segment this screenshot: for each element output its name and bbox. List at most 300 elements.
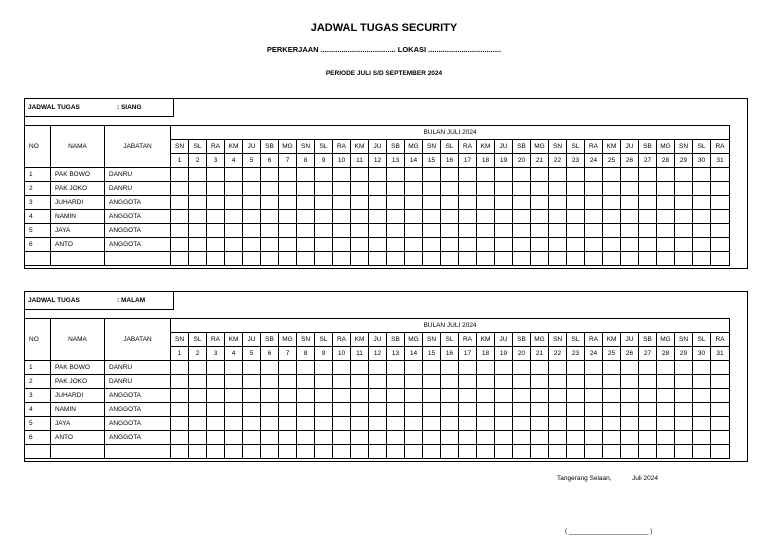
schedule-cell: [279, 210, 297, 224]
schedule-cell: [477, 196, 495, 210]
schedule-cell: [567, 224, 585, 238]
schedule-cell: [603, 210, 621, 224]
date-cell: 7: [279, 347, 297, 361]
day-name-cell: SL: [567, 140, 585, 154]
schedule-cell: [513, 224, 531, 238]
schedule-cell: [351, 417, 369, 431]
schedule-cell: [207, 389, 225, 403]
day-name-cell: JU: [243, 140, 261, 154]
schedule-cell: [693, 168, 711, 182]
schedule-cell: [495, 238, 513, 252]
schedule-cell: [225, 389, 243, 403]
schedule-cell: [621, 168, 639, 182]
date-cell: 12: [369, 154, 387, 168]
schedule-cell: [693, 361, 711, 375]
day-name-cell: SL: [315, 140, 333, 154]
staff-no: 5: [25, 224, 51, 238]
schedule-cell: [207, 375, 225, 389]
day-name-cell: RA: [711, 333, 730, 347]
staff-row: [25, 431, 730, 445]
empty-cell: [423, 252, 441, 266]
schedule-cell: [405, 210, 423, 224]
schedule-cell: [477, 224, 495, 238]
empty-row: [25, 252, 730, 266]
schedule-cell: [423, 389, 441, 403]
date-cell: 20: [513, 154, 531, 168]
schedule-cell: [369, 403, 387, 417]
day-name-cell: RA: [459, 333, 477, 347]
staff-no: 5: [25, 417, 51, 431]
staff-name: PAK JOKO: [51, 182, 105, 196]
empty-cell: [459, 445, 477, 459]
signature-place: Tangerang Selaan,: [557, 475, 612, 482]
staff-no: 2: [25, 375, 51, 389]
schedule-cell: [243, 238, 261, 252]
schedule-cell: [225, 375, 243, 389]
schedule-cell: [225, 224, 243, 238]
schedule-cell: [441, 210, 459, 224]
day-name-cell: RA: [459, 140, 477, 154]
date-cell: 26: [621, 154, 639, 168]
schedule-cell: [243, 168, 261, 182]
date-cell: 4: [225, 347, 243, 361]
schedule-cell: [261, 182, 279, 196]
schedule-cell: [441, 431, 459, 445]
schedule-cell: [423, 182, 441, 196]
schedule-cell: [387, 238, 405, 252]
schedule-cell: [405, 196, 423, 210]
schedule-cell: [441, 403, 459, 417]
schedule-cell: [459, 210, 477, 224]
schedule-cell: [387, 168, 405, 182]
date-cell: 24: [585, 347, 603, 361]
schedule-cell: [657, 210, 675, 224]
empty-cell: [639, 445, 657, 459]
day-name-cell: KM: [603, 140, 621, 154]
schedule-cell: [639, 196, 657, 210]
schedule-cell: [423, 196, 441, 210]
schedule-cell: [549, 389, 567, 403]
schedule-cell: [477, 238, 495, 252]
schedule-cell: [261, 224, 279, 238]
day-name-cell: MG: [657, 333, 675, 347]
staff-position: DANRU: [105, 168, 171, 182]
schedule-cell: [693, 224, 711, 238]
staff-no: 6: [25, 431, 51, 445]
signature-line: ( ______________________ ): [565, 528, 653, 535]
schedule-cell: [513, 168, 531, 182]
schedule-cell: [369, 168, 387, 182]
empty-cell: [315, 252, 333, 266]
schedule-cell: [531, 182, 549, 196]
schedule-cell: [711, 224, 730, 238]
schedule-cell: [279, 168, 297, 182]
date-cell: 19: [495, 154, 513, 168]
schedule-cell: [567, 168, 585, 182]
schedule-cell: [279, 389, 297, 403]
date-cell: 15: [423, 154, 441, 168]
empty-cell: [51, 445, 105, 459]
empty-cell: [297, 445, 315, 459]
job-location-line: PERKERJAAN .................................... LOKASI ...................................: [266, 45, 502, 54]
schedule-cell: [189, 389, 207, 403]
schedule-cell: [333, 182, 351, 196]
schedule-cell: [567, 431, 585, 445]
schedule-cell: [603, 417, 621, 431]
schedule-cell: [495, 361, 513, 375]
day-name-cell: RA: [333, 140, 351, 154]
date-cell: 11: [351, 154, 369, 168]
schedule-cell: [297, 224, 315, 238]
schedule-cell: [387, 431, 405, 445]
schedule-cell: [387, 403, 405, 417]
empty-cell: [243, 445, 261, 459]
schedule-cell: [549, 210, 567, 224]
schedule-cell: [243, 389, 261, 403]
schedule-cell: [315, 238, 333, 252]
schedule-cell: [423, 403, 441, 417]
day-name-cell: RA: [585, 333, 603, 347]
day-name-cell: SB: [387, 333, 405, 347]
day-name-cell: SN: [297, 140, 315, 154]
empty-cell: [495, 445, 513, 459]
empty-cell: [621, 445, 639, 459]
staff-row: [25, 168, 730, 182]
schedule-cell: [675, 196, 693, 210]
schedule-cell: [297, 182, 315, 196]
schedule-cell: [225, 168, 243, 182]
schedule-cell: [261, 389, 279, 403]
schedule-cell: [369, 182, 387, 196]
schedule-cell: [639, 238, 657, 252]
empty-cell: [297, 252, 315, 266]
empty-cell: [405, 445, 423, 459]
staff-no: 4: [25, 210, 51, 224]
empty-cell: [25, 445, 51, 459]
date-cell: 3: [207, 154, 225, 168]
empty-cell: [567, 445, 585, 459]
empty-cell: [441, 445, 459, 459]
schedule-cell: [567, 417, 585, 431]
schedule-cell: [369, 361, 387, 375]
day-name-cell: MG: [405, 140, 423, 154]
schedule-cell: [225, 238, 243, 252]
day-name-cell: SL: [189, 333, 207, 347]
schedule-cell: [531, 210, 549, 224]
empty-cell: [207, 445, 225, 459]
date-cell: 15: [423, 347, 441, 361]
schedule-cell: [549, 403, 567, 417]
schedule-cell: [387, 224, 405, 238]
date-cell: 12: [369, 347, 387, 361]
schedule-cell: [243, 196, 261, 210]
schedule-cell: [171, 417, 189, 431]
schedule-table: [24, 318, 730, 459]
schedule-cell: [711, 403, 730, 417]
day-name-cell: SB: [261, 140, 279, 154]
schedule-cell: [531, 361, 549, 375]
month-row: [25, 126, 730, 140]
staff-name: JUHARDI: [51, 389, 105, 403]
schedule-cell: [585, 375, 603, 389]
schedule-cell: [603, 431, 621, 445]
date-cell: 25: [603, 347, 621, 361]
schedule-cell: [621, 224, 639, 238]
month-row: [25, 319, 730, 333]
staff-no: 6: [25, 238, 51, 252]
schedule-cell: [585, 182, 603, 196]
schedule-cell: [657, 403, 675, 417]
schedule-cell: [369, 196, 387, 210]
staff-row: [25, 417, 730, 431]
schedule-cell: [639, 403, 657, 417]
day-name-cell: MG: [279, 333, 297, 347]
shift-label: JADWAL TUGAS: [28, 104, 80, 111]
schedule-cell: [693, 238, 711, 252]
schedule-cell: [657, 417, 675, 431]
schedule-cell: [639, 431, 657, 445]
day-name-cell: SL: [189, 140, 207, 154]
schedule-cell: [315, 403, 333, 417]
schedule-cell: [621, 375, 639, 389]
date-cell: 11: [351, 347, 369, 361]
schedule-cell: [225, 182, 243, 196]
schedule-cell: [603, 182, 621, 196]
schedule-cell: [225, 431, 243, 445]
date-cell: 2: [189, 347, 207, 361]
schedule-cell: [441, 389, 459, 403]
staff-row: [25, 238, 730, 252]
schedule-cell: [477, 182, 495, 196]
empty-cell: [51, 252, 105, 266]
schedule-cell: [639, 182, 657, 196]
date-cell: 29: [675, 154, 693, 168]
schedule-cell: [243, 182, 261, 196]
schedule-cell: [369, 224, 387, 238]
signature-date: Juli 2024: [632, 475, 659, 482]
date-cell: 29: [675, 347, 693, 361]
schedule-cell: [675, 238, 693, 252]
date-cell: 21: [531, 154, 549, 168]
schedule-cell: [297, 361, 315, 375]
schedule-cell: [423, 238, 441, 252]
date-cell: 1: [171, 347, 189, 361]
schedule-cell: [351, 375, 369, 389]
schedule-cell: [549, 196, 567, 210]
empty-cell: [495, 252, 513, 266]
schedule-cell: [189, 224, 207, 238]
day-name-cell: SN: [423, 140, 441, 154]
schedule-cell: [621, 182, 639, 196]
day-name-cell: SN: [171, 140, 189, 154]
date-cell: 23: [567, 154, 585, 168]
day-name-cell: SB: [513, 333, 531, 347]
schedule-cell: [297, 375, 315, 389]
empty-cell: [531, 445, 549, 459]
empty-cell: [477, 445, 495, 459]
date-cell: 16: [441, 154, 459, 168]
empty-cell: [189, 445, 207, 459]
col-header-nama: NAMA: [51, 126, 105, 168]
schedule-cell: [531, 417, 549, 431]
schedule-cell: [369, 389, 387, 403]
empty-cell: [369, 445, 387, 459]
shift-value: : SIANG: [117, 104, 142, 111]
staff-name: ANTO: [51, 431, 105, 445]
schedule-cell: [675, 375, 693, 389]
schedule-cell: [675, 210, 693, 224]
day-name-cell: JU: [369, 140, 387, 154]
empty-cell: [261, 252, 279, 266]
day-name-cell: KM: [477, 333, 495, 347]
schedule-cell: [225, 417, 243, 431]
schedule-cell: [693, 417, 711, 431]
staff-row: [25, 210, 730, 224]
schedule-cell: [693, 196, 711, 210]
day-name-cell: SL: [693, 140, 711, 154]
schedule-cell: [567, 210, 585, 224]
schedule-cell: [207, 168, 225, 182]
day-name-cell: MG: [657, 140, 675, 154]
schedule-cell: [171, 168, 189, 182]
date-cell: 2: [189, 154, 207, 168]
schedule-cell: [585, 361, 603, 375]
empty-cell: [225, 252, 243, 266]
empty-cell: [351, 252, 369, 266]
day-name-cell: MG: [405, 333, 423, 347]
schedule-cell: [675, 417, 693, 431]
staff-row: [25, 375, 730, 389]
schedule-cell: [495, 417, 513, 431]
schedule-cell: [279, 182, 297, 196]
schedule-cell: [585, 417, 603, 431]
schedule-cell: [657, 361, 675, 375]
schedule-cell: [369, 375, 387, 389]
schedule-cell: [513, 389, 531, 403]
staff-name: JAYA: [51, 417, 105, 431]
shift-header: [24, 291, 174, 310]
date-cell: 23: [567, 347, 585, 361]
day-name-cell: SN: [549, 333, 567, 347]
col-header-nama: NAMA: [51, 319, 105, 361]
day-name-cell: SB: [513, 140, 531, 154]
empty-cell: [315, 445, 333, 459]
empty-cell: [567, 252, 585, 266]
empty-cell: [639, 252, 657, 266]
empty-cell: [189, 252, 207, 266]
schedule-cell: [279, 361, 297, 375]
staff-name: JUHARDI: [51, 196, 105, 210]
schedule-cell: [513, 361, 531, 375]
schedule-cell: [333, 417, 351, 431]
empty-cell: [243, 252, 261, 266]
date-cell: 13: [387, 154, 405, 168]
schedule-cell: [711, 375, 730, 389]
schedule-cell: [207, 224, 225, 238]
schedule-cell: [279, 403, 297, 417]
schedule-cell: [459, 361, 477, 375]
schedule-cell: [495, 196, 513, 210]
date-cell: 6: [261, 347, 279, 361]
empty-cell: [675, 445, 693, 459]
schedule-cell: [693, 182, 711, 196]
schedule-cell: [675, 431, 693, 445]
schedule-cell: [675, 389, 693, 403]
staff-no: 4: [25, 403, 51, 417]
schedule-cell: [279, 431, 297, 445]
schedule-cell: [297, 168, 315, 182]
staff-row: [25, 182, 730, 196]
schedule-cell: [423, 224, 441, 238]
day-name-cell: SN: [297, 333, 315, 347]
day-name-cell: KM: [351, 140, 369, 154]
schedule-cell: [279, 238, 297, 252]
empty-cell: [207, 252, 225, 266]
empty-cell: [657, 445, 675, 459]
date-cell: 18: [477, 154, 495, 168]
empty-cell: [333, 445, 351, 459]
schedule-cell: [189, 238, 207, 252]
date-cell: 31: [711, 347, 730, 361]
shift-header: [24, 98, 174, 117]
schedule-cell: [567, 238, 585, 252]
schedule-cell: [225, 361, 243, 375]
schedule-cell: [711, 238, 730, 252]
schedule-cell: [423, 168, 441, 182]
schedule-cell: [387, 210, 405, 224]
date-cell: 9: [315, 347, 333, 361]
schedule-cell: [405, 389, 423, 403]
schedule-cell: [207, 210, 225, 224]
schedule-cell: [261, 196, 279, 210]
schedule-cell: [621, 196, 639, 210]
empty-cell: [25, 252, 51, 266]
date-cell: 10: [333, 347, 351, 361]
schedule-cell: [261, 417, 279, 431]
schedule-cell: [585, 238, 603, 252]
staff-name: PAK BOWO: [51, 361, 105, 375]
schedule-cell: [513, 238, 531, 252]
date-cell: 5: [243, 347, 261, 361]
schedule-cell: [405, 238, 423, 252]
schedule-cell: [189, 417, 207, 431]
schedule-cell: [459, 224, 477, 238]
schedule-cell: [711, 210, 730, 224]
day-name-cell: KM: [225, 140, 243, 154]
col-header-no: NO: [25, 319, 51, 361]
schedule-cell: [333, 210, 351, 224]
schedule-cell: [261, 361, 279, 375]
schedule-cell: [657, 238, 675, 252]
staff-row: [25, 196, 730, 210]
staff-position: ANGGOTA: [105, 431, 171, 445]
empty-cell: [585, 252, 603, 266]
schedule-cell: [549, 168, 567, 182]
schedule-cell: [351, 168, 369, 182]
schedule-cell: [333, 389, 351, 403]
schedule-cell: [585, 210, 603, 224]
schedule-cell: [189, 431, 207, 445]
schedule-cell: [297, 431, 315, 445]
day-name-cell: JU: [495, 140, 513, 154]
schedule-cell: [567, 196, 585, 210]
empty-cell: [105, 445, 171, 459]
schedule-cell: [567, 375, 585, 389]
date-cell: 3: [207, 347, 225, 361]
schedule-cell: [603, 238, 621, 252]
schedule-cell: [261, 431, 279, 445]
schedule-cell: [567, 361, 585, 375]
